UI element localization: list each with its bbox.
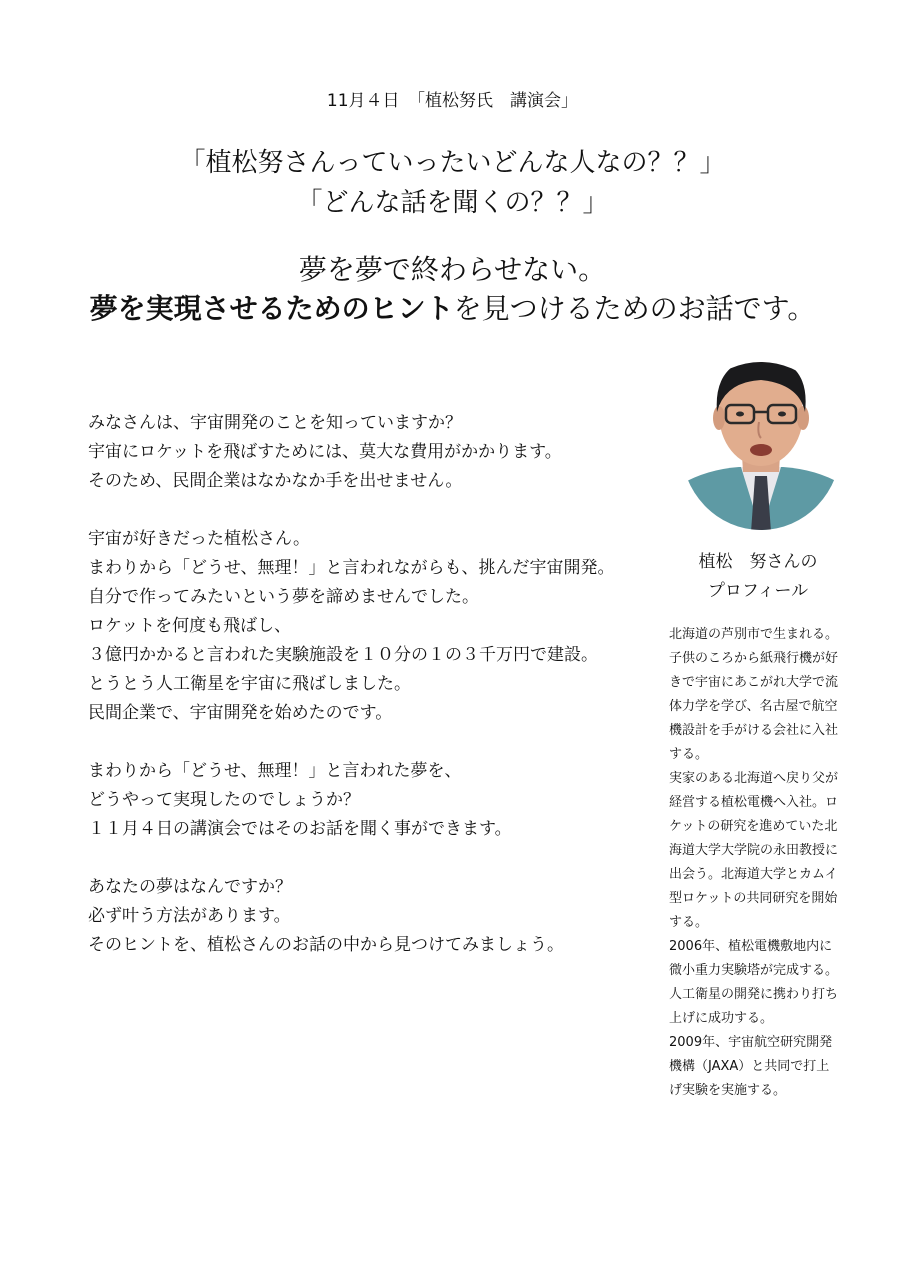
- question-line-1: 「植松努さんっていったいどんな人なの？？」: [179, 148, 726, 178]
- profile-line: ケットの研究を進めていた北: [669, 819, 838, 834]
- body-line: 必ず叶う方法があります。: [88, 906, 291, 926]
- body-line: 民間企業で、宇宙開発を始めたのです。: [88, 703, 393, 723]
- body-line: ３億円かかると言われた実験施設を１０分の１の３千万円で建設。: [88, 645, 598, 665]
- profile-line: 人工衛星の開発に携わり打ち: [669, 987, 839, 1002]
- question-line-2: 「どんな話を聞くの？？」: [296, 188, 609, 218]
- body-line: みなさんは、宇宙開発のことを知っていますか？: [88, 413, 462, 433]
- profile-line: 2006年、植松電機敷地内に: [669, 939, 833, 954]
- event-heading: 11月４日 「植松努氏 講演会」: [326, 91, 579, 111]
- profile-line: 2009年、宇宙航空研究開発: [669, 1035, 833, 1050]
- profile-line: げ実験を実施する。: [669, 1083, 787, 1098]
- profile-line: 機設計を手がける会社に入社: [669, 723, 839, 738]
- body-line: そのため、民間企業はなかなか手を出せません。: [88, 471, 463, 491]
- profile-line: 型ロケットの共同研究を開始: [669, 891, 838, 906]
- profile-line: 海道大学大学院の永田教授に: [669, 843, 839, 858]
- profile-title-line-2: プロフィール: [707, 581, 809, 601]
- paragraph-2: [88, 525, 658, 728]
- tagline-1: 夢を夢で終わらせない。: [298, 253, 607, 286]
- tagline-2-bold: 夢を実現させるためのヒント: [89, 292, 454, 325]
- profile-line: 出会う。北海道大学とカムイ: [669, 867, 838, 882]
- profile-line: する。: [669, 747, 709, 762]
- body-line: 宇宙にロケットを飛ばすためには、莫大な費用がかかります。: [88, 442, 562, 462]
- body-line: まわりから「どうせ、無理！」と言われた夢を、: [88, 761, 462, 781]
- body-line: とうとう人工衛星を宇宙に飛ばしました。: [88, 674, 411, 694]
- body-line: そのヒントを、植松さんのお話の中から見つけてみましょう。: [88, 935, 564, 955]
- profile-line: する。: [669, 915, 709, 930]
- body-line: ロケットを何度も飛ばし、: [88, 616, 292, 636]
- portrait-photo: [679, 342, 843, 532]
- body-line: どうやって実現したのでしょうか？: [88, 790, 360, 810]
- paragraph-3: [88, 757, 658, 844]
- paragraph-4: [88, 873, 658, 960]
- profile-line: 微小重力実験塔が完成する。: [669, 963, 839, 978]
- body-line: あなたの夢はなんですか？: [88, 877, 292, 897]
- profile-line: きで宇宙にあこがれ大学で流: [669, 675, 839, 690]
- tagline-2: [0, 287, 905, 327]
- profile-line: 上げに成功する。: [669, 1011, 774, 1026]
- profile-text: [669, 623, 849, 1103]
- tagline-2-rest: を見つけるためのお話です。: [453, 292, 816, 325]
- profile-line: 実家のある北海道へ戻り父が: [669, 771, 839, 786]
- body-line: まわりから「どうせ、無理！」と言われながらも、挑んだ宇宙開発。: [88, 558, 615, 578]
- body-line: １１月４日の講演会ではそのお話を聞く事ができます。: [88, 819, 512, 839]
- profile-line: 体力学を学び、名古屋で航空: [669, 699, 838, 714]
- paragraph-1: [88, 409, 658, 496]
- body-line: 宇宙が好きだった植松さん。: [88, 529, 311, 549]
- profile-line: 北海道の芦別市で生まれる。: [669, 627, 839, 642]
- profile-line: 機構（JAXA）と共同で打上: [669, 1059, 830, 1074]
- main-body: [88, 409, 658, 989]
- profile-line: 経営する植松電機へ入社。ロ: [669, 795, 839, 810]
- profile-title-line-1: 植松 努さんの: [698, 552, 818, 572]
- profile-title: [670, 548, 846, 606]
- profile-line: 子供のころから紙飛行機が好: [669, 651, 839, 666]
- body-line: 自分で作ってみたいという夢を諦めませんでした。: [88, 587, 479, 607]
